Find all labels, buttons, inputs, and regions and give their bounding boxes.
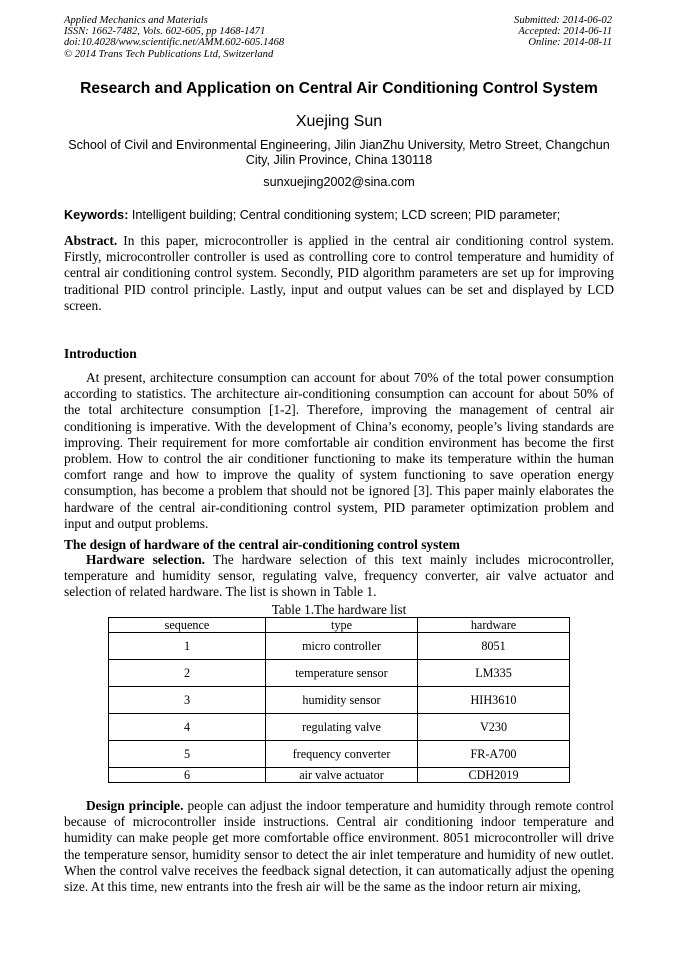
table-cell: HIH3610 bbox=[418, 687, 570, 714]
table-row bbox=[109, 660, 570, 687]
introduction-heading: Introduction bbox=[64, 346, 137, 361]
paper-title: Research and Application on Central Air Conditioning Control System bbox=[80, 80, 598, 97]
affiliation: School of Civil and Environmental Engineering, Jilin JianZhu University, Metro Street, Changchun City, Jilin Province, China 130118 bbox=[68, 138, 610, 167]
keywords bbox=[64, 208, 560, 222]
table-cell: 5 bbox=[109, 741, 266, 768]
hardware-selection-text: The hardware selection of this text mainly includes microcontroller, temperature and humidity sensor, regulating valve, frequency converter, air valve actuator and selection of related hardware. The list is shown in Table 1. bbox=[64, 552, 615, 600]
journal-info bbox=[64, 15, 284, 60]
table-caption: Table 1.The hardware list bbox=[271, 602, 407, 617]
table-cell: air valve actuator bbox=[266, 768, 418, 783]
hardware-table bbox=[108, 617, 570, 783]
hardware-selection bbox=[64, 552, 614, 601]
table-cell: 8051 bbox=[418, 633, 570, 660]
design-heading: The design of hardware of the central air-conditioning control system bbox=[64, 537, 460, 552]
table-row bbox=[109, 714, 570, 741]
abstract-label: Abstract. bbox=[64, 233, 118, 248]
column-header: sequence bbox=[109, 618, 266, 633]
table-cell: temperature sensor bbox=[266, 660, 418, 687]
introduction-text: At present, architecture consumption can account for about 70% of the total power consumption according to statistics. The architecture air-conditioning consumption can account for about 50% of the total architecture consumption [1-2]. Therefore, improving the management of central air conditioning is imperative. With the development of China’s economy, people’s living standards are improving. Their requirement for more comfortable air condition environment has become the first problem. How to control the air conditioner functioning to make its temperature within the human comfort range and how to improve the quality of system functioning to save operation energy consumption, has become a problem that should not be ignored [3]. This paper mainly elaborates the hardware of the central air-conditioning control system, PID parameter optimization problem and input and output problems. bbox=[64, 370, 614, 531]
table-cell: regulating valve bbox=[266, 714, 418, 741]
copyright: © 2014 Trans Tech Publications Ltd, Switzerland bbox=[64, 48, 274, 60]
table-row bbox=[109, 741, 570, 768]
table-cell: 3 bbox=[109, 687, 266, 714]
table-cell: humidity sensor bbox=[266, 687, 418, 714]
author: Xuejing Sun bbox=[295, 113, 383, 130]
email: sunxuejing2002@sina.com bbox=[263, 175, 415, 189]
table-cell: 2 bbox=[109, 660, 266, 687]
hardware-selection-label: Hardware selection. bbox=[86, 552, 206, 567]
column-header: type bbox=[266, 618, 418, 633]
table-cell: micro controller bbox=[266, 633, 418, 660]
table-row bbox=[109, 633, 570, 660]
keywords-text: Intelligent building; Central conditioning system; LCD screen; PID parameter; bbox=[128, 208, 561, 222]
table-header-row bbox=[109, 618, 570, 633]
design-principle bbox=[64, 798, 614, 895]
table-cell: FR-A700 bbox=[418, 741, 570, 768]
keywords-label: Keywords: bbox=[64, 208, 129, 222]
abstract bbox=[64, 233, 614, 314]
issn: ISSN: 1662-7482, Vols. 602-605, pp 1468-1471 bbox=[64, 26, 266, 38]
table-row bbox=[109, 687, 570, 714]
online-date: Online: 2014-08-11 bbox=[528, 37, 612, 49]
table-cell: 1 bbox=[109, 633, 266, 660]
table-cell: 6 bbox=[109, 768, 266, 783]
table-cell: 4 bbox=[109, 714, 266, 741]
submitted-date: Submitted: 2014-06-02 bbox=[514, 15, 612, 26]
design-principle-label: Design principle. bbox=[86, 798, 184, 813]
design-principle-text: people can adjust the indoor temperature and humidity through remote control because of microcontroller inside instructions. Central air conditioning indoor temperature and humidity can make people get more comfortable office environment. 8051 microcontroller will drive the temperature sensor, humidity sensor to detect the air inlet temperature and humidity of new outlet. When the control valve receives the feedback signal detection, it can automatically adjust the opening size. At this time, new entrants into the fresh air will be the same as the indoor return air mixing, bbox=[64, 798, 614, 895]
journal-name: Applied Mechanics and Materials bbox=[64, 15, 208, 26]
abstract-text: In this paper, microcontroller is applied in the central air conditioning control system. Firstly, microcontroller controller is used as controlling core to control temperature and humidity of central air conditioning control system. Secondly, PID algorithm parameters are set up for improving traditional PID control principle. Lastly, input and output values can be set and displayed by LCD screen. bbox=[64, 233, 614, 313]
column-header: hardware bbox=[418, 618, 570, 633]
table-cell: CDH2019 bbox=[418, 768, 570, 783]
dates bbox=[514, 15, 612, 49]
doi: doi:10.4028/www.scientific.net/AMM.602-605.1468 bbox=[64, 37, 285, 49]
table-cell: LM335 bbox=[418, 660, 570, 687]
table-cell: frequency converter bbox=[266, 741, 418, 768]
accepted-date: Accepted: 2014-06-11 bbox=[518, 26, 612, 38]
table-cell: V230 bbox=[418, 714, 570, 741]
table-row bbox=[109, 768, 570, 783]
